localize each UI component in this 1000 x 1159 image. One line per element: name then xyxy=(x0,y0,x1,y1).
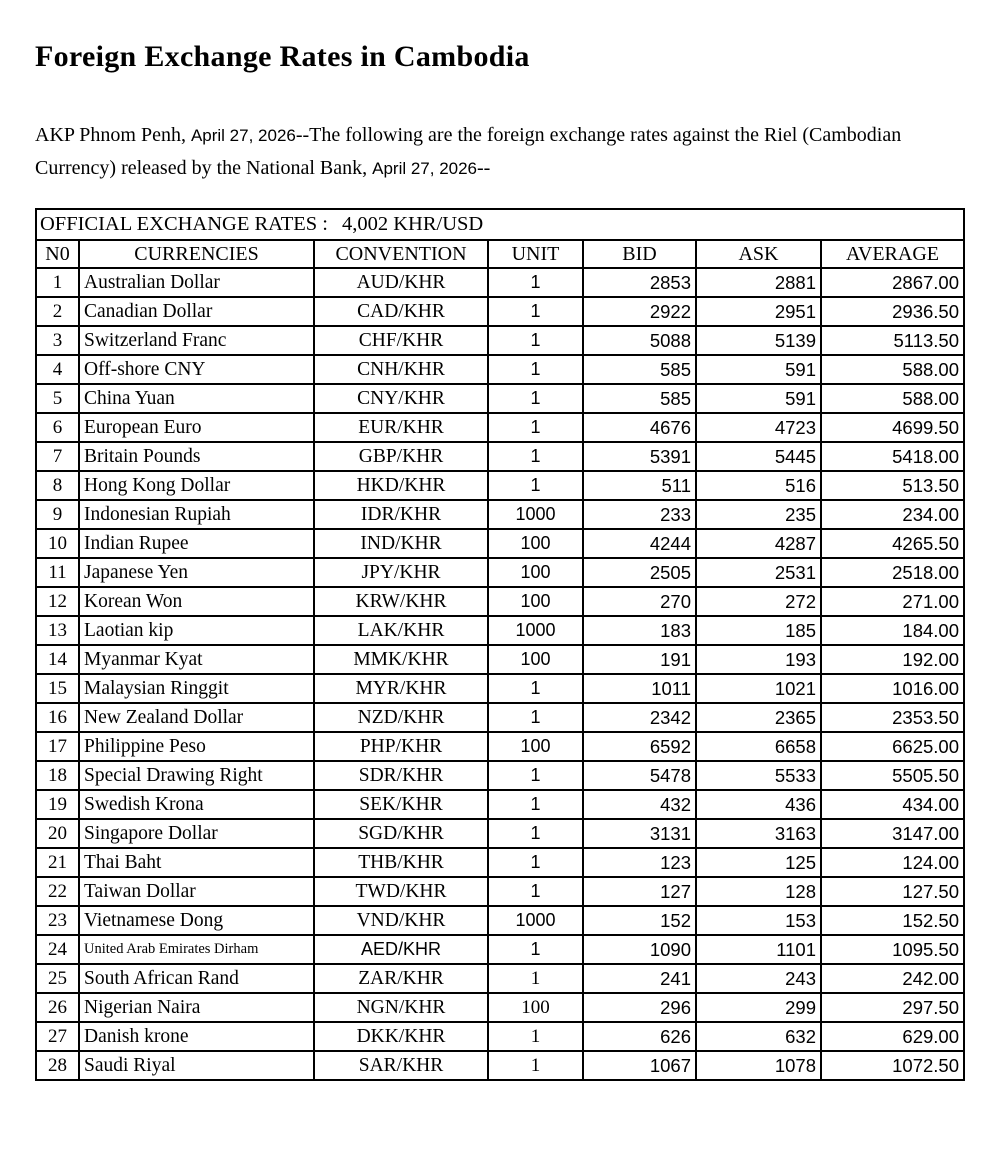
table-row xyxy=(36,819,964,848)
exchange-rates-table xyxy=(35,208,965,1081)
cell-ask: 272 xyxy=(696,587,821,616)
cell-no: 21 xyxy=(36,848,79,877)
cell-currency: Japanese Yen xyxy=(79,558,314,587)
cell-bid: 5088 xyxy=(583,326,696,355)
cell-bid: 2853 xyxy=(583,268,696,297)
document-page xyxy=(0,40,1000,1081)
cell-unit: 1000 xyxy=(488,906,583,935)
cell-unit: 1 xyxy=(488,1051,583,1080)
cell-bid: 585 xyxy=(583,355,696,384)
cell-convention: IDR/KHR xyxy=(314,500,488,529)
cell-convention: IND/KHR xyxy=(314,529,488,558)
column-header-bid: BID xyxy=(583,240,696,268)
cell-no: 6 xyxy=(36,413,79,442)
table-row xyxy=(36,964,964,993)
cell-average: 242.00 xyxy=(821,964,964,993)
cell-average: 2936.50 xyxy=(821,297,964,326)
cell-convention: NGN/KHR xyxy=(314,993,488,1022)
table-row xyxy=(36,645,964,674)
cell-ask: 5139 xyxy=(696,326,821,355)
cell-currency: Australian Dollar xyxy=(79,268,314,297)
table-row xyxy=(36,558,964,587)
cell-bid: 152 xyxy=(583,906,696,935)
table-row xyxy=(36,529,964,558)
cell-bid: 2922 xyxy=(583,297,696,326)
table-row xyxy=(36,355,964,384)
cell-convention: THB/KHR xyxy=(314,848,488,877)
column-header-no: N0 xyxy=(36,240,79,268)
intro-paragraph xyxy=(35,119,960,185)
column-header-ask: ASK xyxy=(696,240,821,268)
cell-average: 4699.50 xyxy=(821,413,964,442)
cell-average: 2353.50 xyxy=(821,703,964,732)
cell-ask: 436 xyxy=(696,790,821,819)
cell-unit: 100 xyxy=(488,587,583,616)
table-row xyxy=(36,703,964,732)
table-row xyxy=(36,268,964,297)
cell-convention: CAD/KHR xyxy=(314,297,488,326)
cell-convention: GBP/KHR xyxy=(314,442,488,471)
cell-currency: Switzerland Franc xyxy=(79,326,314,355)
column-header-unit: UNIT xyxy=(488,240,583,268)
cell-no: 9 xyxy=(36,500,79,529)
cell-ask: 243 xyxy=(696,964,821,993)
cell-currency: European Euro xyxy=(79,413,314,442)
cell-bid: 511 xyxy=(583,471,696,500)
cell-currency: Korean Won xyxy=(79,587,314,616)
cell-currency: Malaysian Ringgit xyxy=(79,674,314,703)
cell-unit: 1 xyxy=(488,326,583,355)
cell-currency: Myanmar Kyat xyxy=(79,645,314,674)
cell-no: 8 xyxy=(36,471,79,500)
cell-ask: 2951 xyxy=(696,297,821,326)
cell-currency: United Arab Emirates Dirham xyxy=(79,935,314,964)
cell-convention: LAK/KHR xyxy=(314,616,488,645)
cell-currency: Vietnamese Dong xyxy=(79,906,314,935)
cell-unit: 1 xyxy=(488,964,583,993)
table-row xyxy=(36,1051,964,1080)
cell-unit: 1 xyxy=(488,674,583,703)
cell-currency: New Zealand Dollar xyxy=(79,703,314,732)
cell-no: 12 xyxy=(36,587,79,616)
cell-currency: Thai Baht xyxy=(79,848,314,877)
cell-no: 3 xyxy=(36,326,79,355)
cell-bid: 6592 xyxy=(583,732,696,761)
cell-average: 271.00 xyxy=(821,587,964,616)
cell-unit: 1 xyxy=(488,384,583,413)
cell-convention: MMK/KHR xyxy=(314,645,488,674)
cell-no: 10 xyxy=(36,529,79,558)
cell-ask: 516 xyxy=(696,471,821,500)
cell-bid: 270 xyxy=(583,587,696,616)
cell-bid: 183 xyxy=(583,616,696,645)
cell-currency: Britain Pounds xyxy=(79,442,314,471)
cell-average: 4265.50 xyxy=(821,529,964,558)
cell-unit: 1 xyxy=(488,442,583,471)
cell-currency: Special Drawing Right xyxy=(79,761,314,790)
cell-ask: 5445 xyxy=(696,442,821,471)
cell-average: 629.00 xyxy=(821,1022,964,1051)
cell-ask: 3163 xyxy=(696,819,821,848)
column-header-currencies: CURRENCIES xyxy=(79,240,314,268)
cell-bid: 1011 xyxy=(583,674,696,703)
cell-ask: 235 xyxy=(696,500,821,529)
rates-table-body xyxy=(36,268,964,1080)
cell-no: 24 xyxy=(36,935,79,964)
cell-average: 124.00 xyxy=(821,848,964,877)
cell-convention: CHF/KHR xyxy=(314,326,488,355)
cell-convention: KRW/KHR xyxy=(314,587,488,616)
cell-currency: Indian Rupee xyxy=(79,529,314,558)
cell-ask: 2365 xyxy=(696,703,821,732)
table-row xyxy=(36,326,964,355)
table-row xyxy=(36,471,964,500)
cell-unit: 100 xyxy=(488,993,583,1022)
cell-convention: NZD/KHR xyxy=(314,703,488,732)
table-row xyxy=(36,935,964,964)
cell-ask: 4723 xyxy=(696,413,821,442)
table-row xyxy=(36,993,964,1022)
cell-no: 15 xyxy=(36,674,79,703)
cell-average: 192.00 xyxy=(821,645,964,674)
table-head xyxy=(36,209,964,268)
table-row xyxy=(36,790,964,819)
cell-average: 5418.00 xyxy=(821,442,964,471)
table-row xyxy=(36,674,964,703)
cell-no: 17 xyxy=(36,732,79,761)
cell-average: 2867.00 xyxy=(821,268,964,297)
page-title: Foreign Exchange Rates in Cambodia xyxy=(35,40,530,73)
cell-convention: SEK/KHR xyxy=(314,790,488,819)
cell-average: 152.50 xyxy=(821,906,964,935)
table-row xyxy=(36,761,964,790)
column-header-average: AVERAGE xyxy=(821,240,964,268)
cell-unit: 100 xyxy=(488,529,583,558)
cell-currency: Off-shore CNY xyxy=(79,355,314,384)
cell-average: 1072.50 xyxy=(821,1051,964,1080)
cell-convention: CNY/KHR xyxy=(314,384,488,413)
cell-no: 25 xyxy=(36,964,79,993)
cell-bid: 4676 xyxy=(583,413,696,442)
table-row xyxy=(36,848,964,877)
cell-ask: 591 xyxy=(696,355,821,384)
cell-ask: 591 xyxy=(696,384,821,413)
table-row xyxy=(36,616,964,645)
cell-ask: 128 xyxy=(696,877,821,906)
table-row xyxy=(36,442,964,471)
table-row xyxy=(36,500,964,529)
cell-convention: AED/KHR xyxy=(314,935,488,964)
cell-currency: Nigerian Naira xyxy=(79,993,314,1022)
intro-date-text: April 27, 2026 xyxy=(190,126,296,145)
table-row xyxy=(36,587,964,616)
cell-unit: 1 xyxy=(488,268,583,297)
cell-average: 1095.50 xyxy=(821,935,964,964)
cell-convention: JPY/KHR xyxy=(314,558,488,587)
table-row xyxy=(36,906,964,935)
cell-unit: 1 xyxy=(488,297,583,326)
intro-text: --The following are the foreign exchange rates against the Riel (Cambodian Currency) released by the National Bank, xyxy=(35,124,902,179)
cell-ask: 632 xyxy=(696,1022,821,1051)
cell-ask: 193 xyxy=(696,645,821,674)
cell-average: 6625.00 xyxy=(821,732,964,761)
cell-currency: Saudi Riyal xyxy=(79,1051,314,1080)
cell-currency: China Yuan xyxy=(79,384,314,413)
cell-ask: 4287 xyxy=(696,529,821,558)
cell-convention: SAR/KHR xyxy=(314,1051,488,1080)
usd-rate-value: 4,002 KHR/USD xyxy=(341,213,484,235)
cell-ask: 5533 xyxy=(696,761,821,790)
cell-bid: 241 xyxy=(583,964,696,993)
cell-unit: 1 xyxy=(488,761,583,790)
cell-unit: 1 xyxy=(488,935,583,964)
cell-ask: 153 xyxy=(696,906,821,935)
table-row xyxy=(36,877,964,906)
table-row xyxy=(36,413,964,442)
cell-currency: Singapore Dollar xyxy=(79,819,314,848)
cell-unit: 1 xyxy=(488,355,583,384)
table-row xyxy=(36,297,964,326)
cell-no: 13 xyxy=(36,616,79,645)
intro-date-text: April 27, 2026 xyxy=(372,159,478,178)
cell-unit: 1 xyxy=(488,703,583,732)
cell-no: 5 xyxy=(36,384,79,413)
cell-no: 7 xyxy=(36,442,79,471)
cell-ask: 299 xyxy=(696,993,821,1022)
cell-bid: 5391 xyxy=(583,442,696,471)
cell-bid: 5478 xyxy=(583,761,696,790)
cell-ask: 6658 xyxy=(696,732,821,761)
cell-convention: SGD/KHR xyxy=(314,819,488,848)
cell-convention: TWD/KHR xyxy=(314,877,488,906)
cell-bid: 3131 xyxy=(583,819,696,848)
cell-bid: 2505 xyxy=(583,558,696,587)
banner-label: OFFICIAL EXCHANGE RATES : xyxy=(40,213,328,235)
cell-unit: 1 xyxy=(488,877,583,906)
cell-average: 588.00 xyxy=(821,355,964,384)
cell-no: 1 xyxy=(36,268,79,297)
cell-no: 18 xyxy=(36,761,79,790)
cell-bid: 233 xyxy=(583,500,696,529)
cell-currency: Swedish Krona xyxy=(79,790,314,819)
cell-bid: 585 xyxy=(583,384,696,413)
intro-text: AKP Phnom Penh, xyxy=(35,124,191,146)
cell-ask: 1021 xyxy=(696,674,821,703)
cell-ask: 185 xyxy=(696,616,821,645)
cell-average: 2518.00 xyxy=(821,558,964,587)
cell-ask: 2531 xyxy=(696,558,821,587)
cell-ask: 1101 xyxy=(696,935,821,964)
cell-currency: Hong Kong Dollar xyxy=(79,471,314,500)
cell-no: 11 xyxy=(36,558,79,587)
cell-convention: DKK/KHR xyxy=(314,1022,488,1051)
cell-unit: 100 xyxy=(488,645,583,674)
cell-average: 234.00 xyxy=(821,500,964,529)
cell-bid: 1090 xyxy=(583,935,696,964)
cell-unit: 1 xyxy=(488,413,583,442)
cell-unit: 1 xyxy=(488,1022,583,1051)
cell-bid: 127 xyxy=(583,877,696,906)
cell-bid: 296 xyxy=(583,993,696,1022)
cell-convention: AUD/KHR xyxy=(314,268,488,297)
cell-unit: 100 xyxy=(488,558,583,587)
cell-unit: 1000 xyxy=(488,616,583,645)
cell-currency: Taiwan Dollar xyxy=(79,877,314,906)
cell-unit: 100 xyxy=(488,732,583,761)
cell-no: 19 xyxy=(36,790,79,819)
table-row xyxy=(36,1022,964,1051)
banner-row xyxy=(36,209,964,240)
cell-no: 28 xyxy=(36,1051,79,1080)
cell-unit: 1000 xyxy=(488,500,583,529)
cell-no: 16 xyxy=(36,703,79,732)
table-row xyxy=(36,732,964,761)
header-row xyxy=(36,240,964,268)
cell-currency: South African Rand xyxy=(79,964,314,993)
cell-no: 23 xyxy=(36,906,79,935)
cell-average: 434.00 xyxy=(821,790,964,819)
cell-convention: MYR/KHR xyxy=(314,674,488,703)
cell-no: 26 xyxy=(36,993,79,1022)
cell-no: 4 xyxy=(36,355,79,384)
cell-average: 3147.00 xyxy=(821,819,964,848)
column-header-convention: CONVENTION xyxy=(314,240,488,268)
cell-bid: 123 xyxy=(583,848,696,877)
cell-convention: VND/KHR xyxy=(314,906,488,935)
cell-bid: 1067 xyxy=(583,1051,696,1080)
cell-currency: Danish krone xyxy=(79,1022,314,1051)
cell-convention: HKD/KHR xyxy=(314,471,488,500)
cell-no: 22 xyxy=(36,877,79,906)
cell-average: 297.50 xyxy=(821,993,964,1022)
cell-convention: PHP/KHR xyxy=(314,732,488,761)
cell-average: 513.50 xyxy=(821,471,964,500)
cell-average: 5505.50 xyxy=(821,761,964,790)
cell-bid: 191 xyxy=(583,645,696,674)
cell-currency: Canadian Dollar xyxy=(79,297,314,326)
cell-no: 27 xyxy=(36,1022,79,1051)
cell-unit: 1 xyxy=(488,790,583,819)
cell-unit: 1 xyxy=(488,848,583,877)
table-row xyxy=(36,384,964,413)
cell-bid: 432 xyxy=(583,790,696,819)
cell-convention: SDR/KHR xyxy=(314,761,488,790)
cell-average: 1016.00 xyxy=(821,674,964,703)
cell-convention: CNH/KHR xyxy=(314,355,488,384)
cell-no: 14 xyxy=(36,645,79,674)
cell-bid: 2342 xyxy=(583,703,696,732)
cell-average: 588.00 xyxy=(821,384,964,413)
cell-ask: 1078 xyxy=(696,1051,821,1080)
official-rates-banner xyxy=(36,209,964,240)
intro-text: -- xyxy=(477,157,491,179)
cell-currency: Laotian kip xyxy=(79,616,314,645)
cell-average: 184.00 xyxy=(821,616,964,645)
cell-currency: Indonesian Rupiah xyxy=(79,500,314,529)
cell-unit: 1 xyxy=(488,819,583,848)
cell-no: 2 xyxy=(36,297,79,326)
cell-unit: 1 xyxy=(488,471,583,500)
cell-bid: 626 xyxy=(583,1022,696,1051)
cell-convention: ZAR/KHR xyxy=(314,964,488,993)
cell-convention: EUR/KHR xyxy=(314,413,488,442)
cell-ask: 125 xyxy=(696,848,821,877)
cell-no: 20 xyxy=(36,819,79,848)
cell-currency: Philippine Peso xyxy=(79,732,314,761)
cell-ask: 2881 xyxy=(696,268,821,297)
cell-average: 127.50 xyxy=(821,877,964,906)
cell-bid: 4244 xyxy=(583,529,696,558)
cell-average: 5113.50 xyxy=(821,326,964,355)
